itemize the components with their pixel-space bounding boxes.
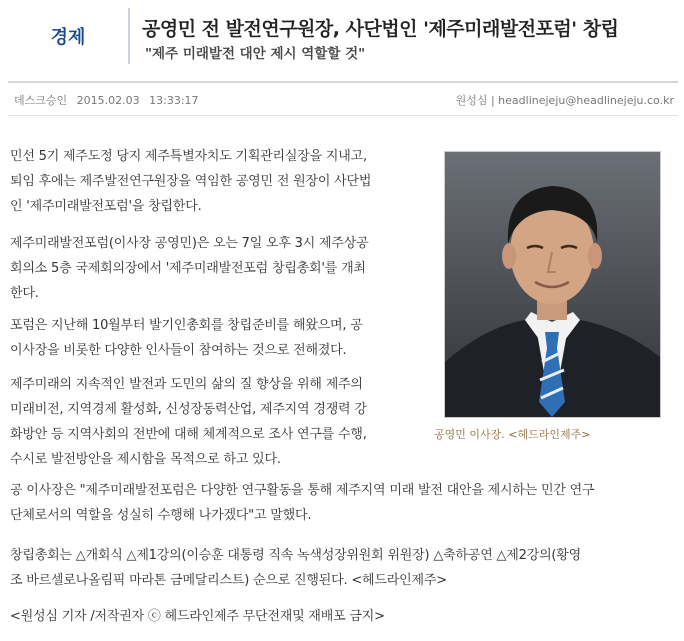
paragraph-2 bbox=[10, 231, 368, 306]
text-line: 공 이사장은 "제주미래발전포럼은 다양한 연구활동을 통해 제주지역 미래 발전 대안을 제시하는 민간 연구 bbox=[10, 483, 595, 498]
meta-left bbox=[14, 92, 199, 108]
paragraph-1 bbox=[10, 144, 371, 219]
portrait-image bbox=[445, 152, 660, 417]
paragraph-4 bbox=[10, 372, 367, 472]
paragraph-5 bbox=[10, 478, 678, 528]
text-line: 인 '제주미래발전포럼'을 창립한다. bbox=[10, 199, 202, 214]
text-line: 한다. bbox=[10, 286, 39, 301]
article-header bbox=[8, 0, 678, 76]
text-line: 제주미래의 지속적인 발전과 도민의 삶의 질 향상을 위해 제주의 bbox=[10, 377, 363, 392]
approval-status: 데스크승인 bbox=[14, 94, 68, 107]
portrait-photo[interactable] bbox=[444, 151, 661, 418]
text-line: 창립총회는 △개회식 △제1강의(이승훈 대통령 직속 녹색성장위원회 위원장) △축하공연 △제2강의(황영 bbox=[10, 548, 582, 563]
text-line: 이사장을 비롯한 다양한 인사들이 참여하는 것으로 전해졌다. bbox=[10, 343, 347, 358]
publish-date: 2015.02.03 bbox=[76, 94, 140, 107]
text-line: 단체로서의 역할을 성실히 수행해 나가겠다"고 말했다. bbox=[10, 508, 312, 523]
text-line: 조 바르셀로나올림픽 마라톤 금메달리스트) 순으로 진행된다. <헤드라인제주> bbox=[10, 573, 447, 588]
text-line: 퇴임 후에는 제주발전연구원장을 역임한 공영민 전 원장이 사단법 bbox=[10, 174, 372, 189]
text-line: 회의소 5층 국제회의장에서 '제주미래발전포럼 창립총회'를 개최 bbox=[10, 261, 366, 276]
section-label[interactable]: 경제 bbox=[50, 27, 86, 48]
publish-time: 13:33:17 bbox=[149, 94, 199, 107]
copyright-notice: <원성심 기자 /저작권자 ⓒ 헤드라인제주 무단전재및 재배포 금지> bbox=[10, 609, 385, 624]
text-line: 미래비전, 지역경제 활성화, 신성장동력산업, 제주지역 경쟁력 강 bbox=[10, 402, 367, 417]
section-box bbox=[8, 8, 130, 64]
text-line: 포럼은 지난해 10월부터 발기인총회를 창립준비를 해왔으며, 공 bbox=[10, 318, 363, 333]
article-meta-bar bbox=[8, 81, 678, 116]
article-subtitle: "제주 미래발전 대안 제시 역할할 것" bbox=[145, 46, 366, 62]
paragraph-6 bbox=[10, 543, 678, 593]
text-line: 민선 5기 제주도정 당지 제주특별자치도 기획관리실장을 지내고, bbox=[10, 149, 367, 164]
author-info[interactable]: 원성심 | headlinejeju@headlinejeju.co.kr bbox=[455, 94, 674, 107]
paragraph-3 bbox=[10, 313, 363, 363]
photo-caption: 공영민 이사장. <헤드라인제주> bbox=[434, 428, 591, 441]
article-title: 공영민 전 발전연구원장, 사단법인 '제주미래발전포럼' 창립 bbox=[142, 18, 619, 40]
text-line: 제주미래발전포럼(이사장 공영민)은 오는 7일 오후 3시 제주상공 bbox=[10, 236, 369, 251]
text-line: 화방안 등 지역사회의 전반에 대해 체계적으로 조사 연구를 수행, bbox=[10, 427, 367, 442]
text-line: 수시로 발전방안을 제시함을 목적으로 하고 있다. bbox=[10, 452, 281, 467]
